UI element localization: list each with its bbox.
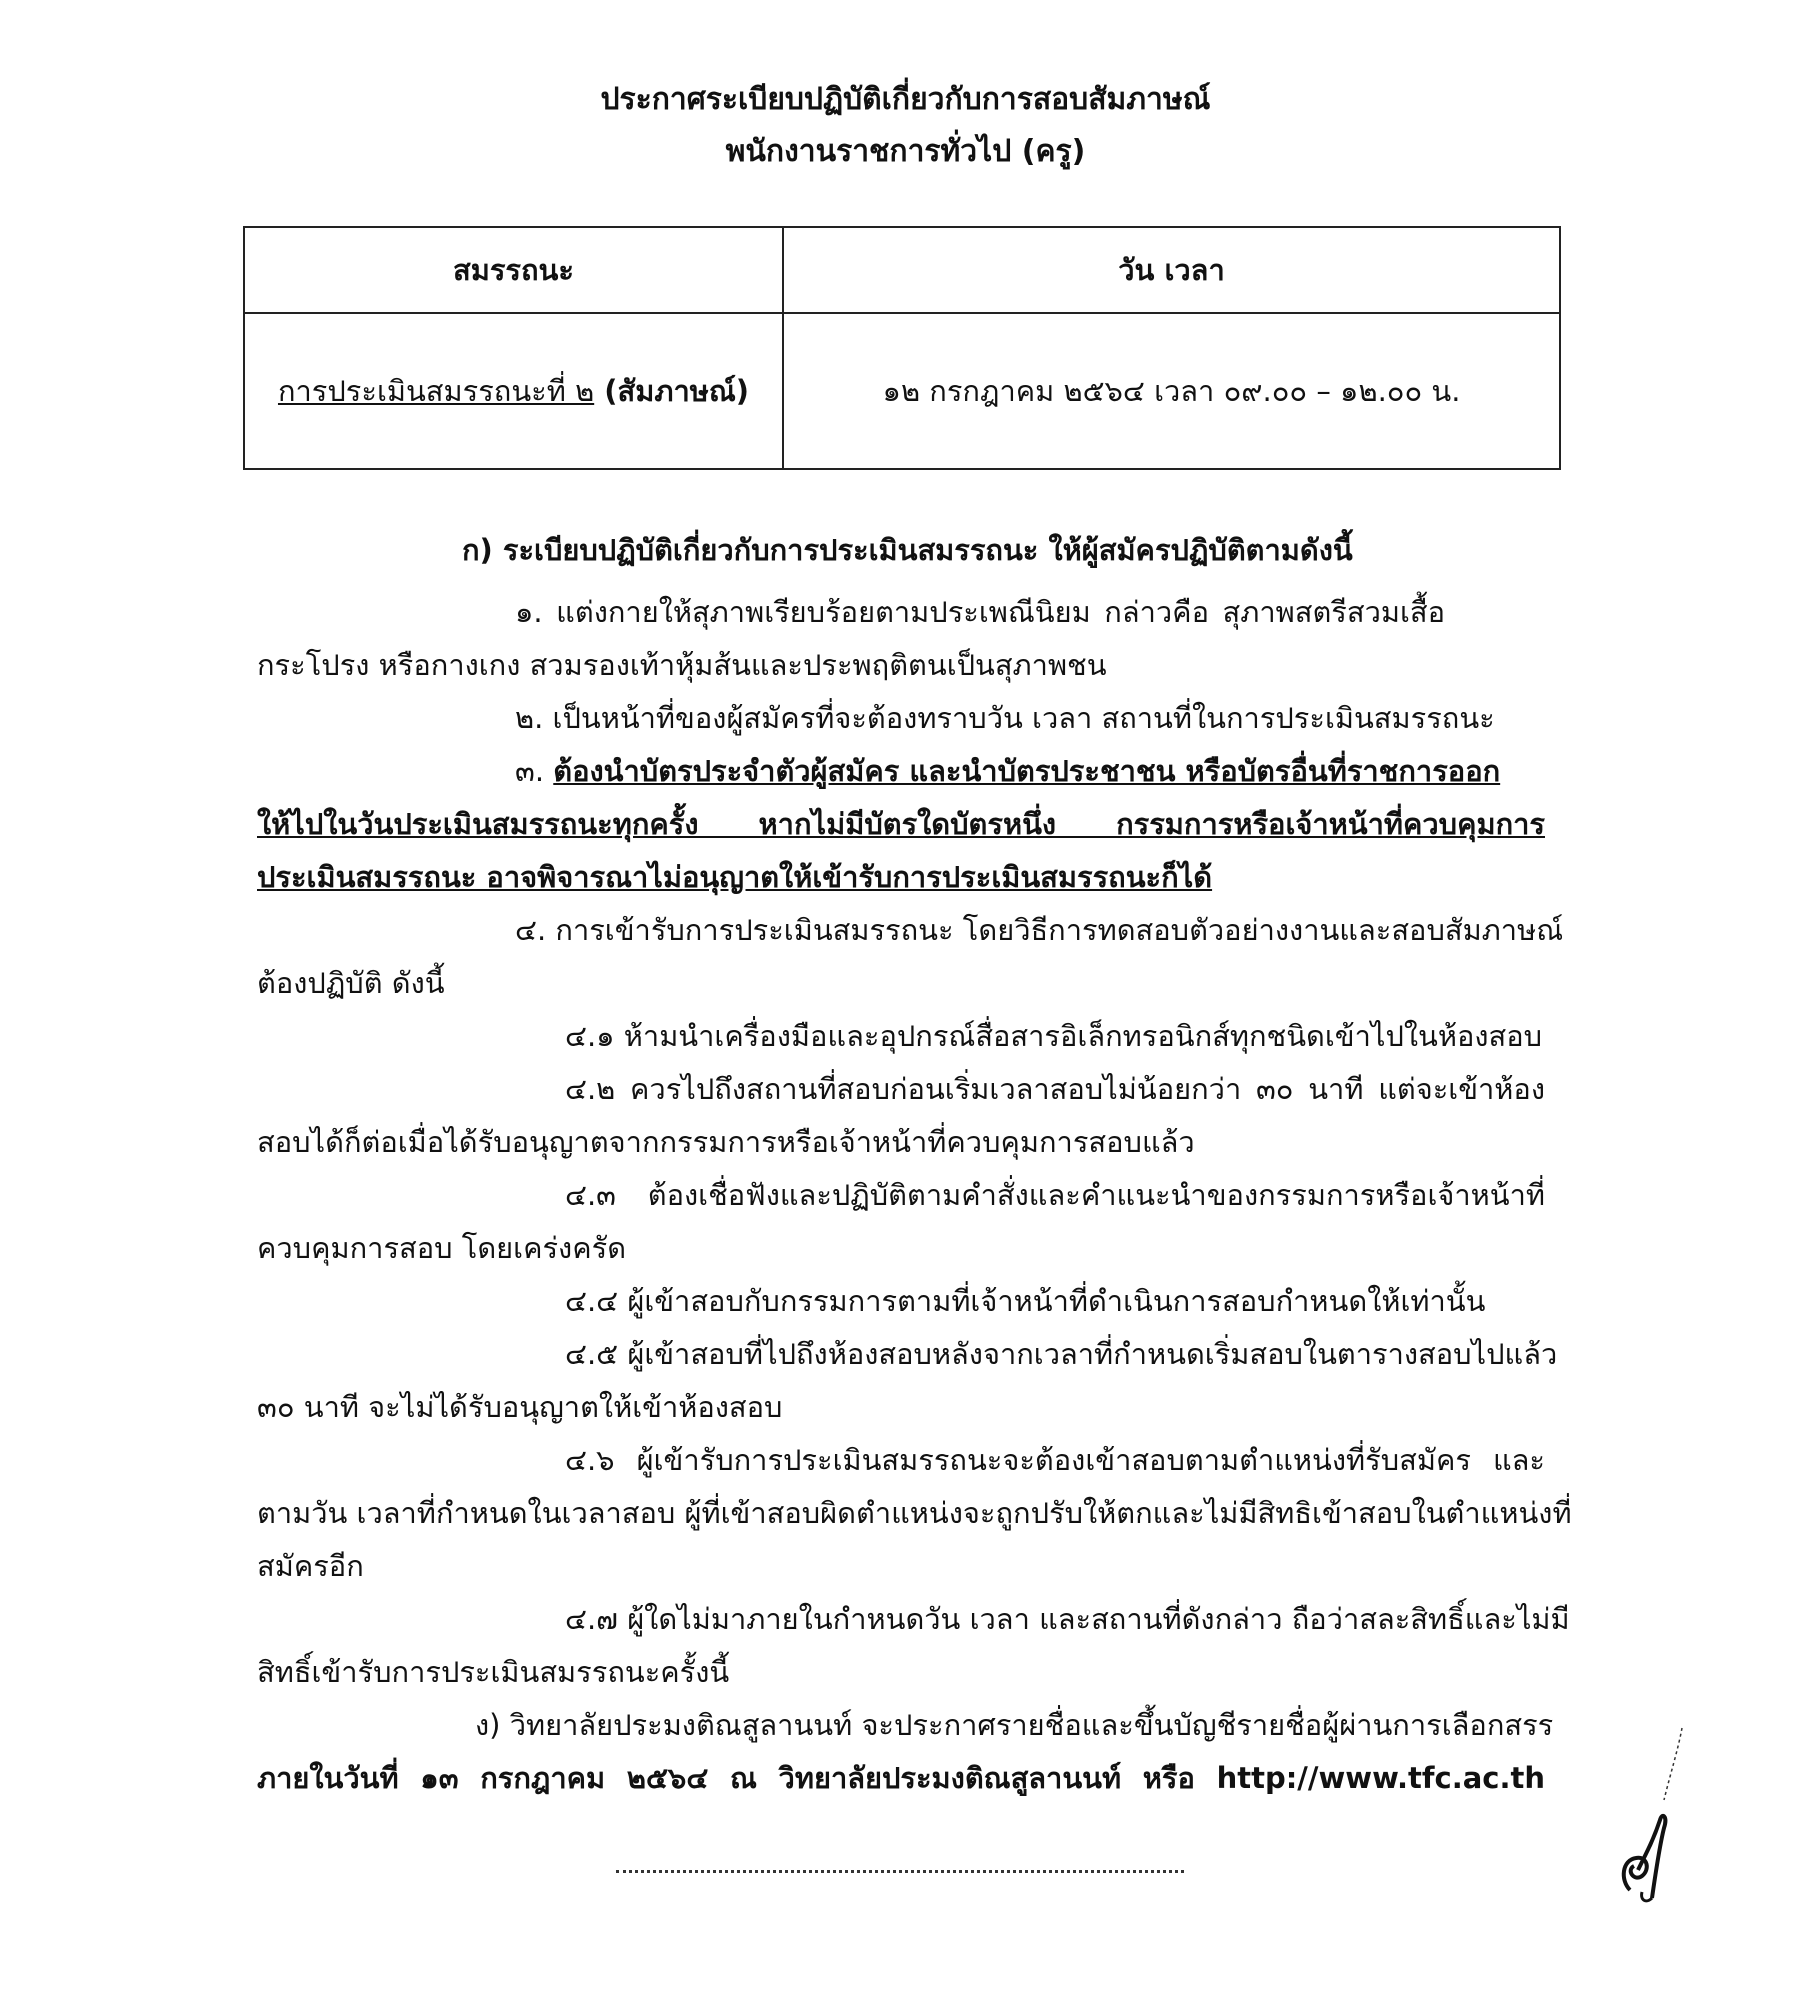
paragraph-line: ๔.๓ ต้องเชื่อฟังและปฏิบัติตามคำสั่งและคำแนะนำของกรรมการหรือเจ้าหน้าที่ — [565, 1178, 1545, 1212]
paragraph-line: ๔.๒ ควรไปถึงสถานที่สอบก่อนเริ่มเวลาสอบไม่น้อยกว่า ๓๐ นาที แต่จะเข้าห้อง — [565, 1072, 1545, 1106]
paragraph-line: ให้ไปในวันประเมินสมรรถนะทุกครั้ง หากไม่มีบัตรใดบัตรหนึ่ง กรรมการหรือเจ้าหน้าที่ควบคุมการ — [257, 807, 1545, 841]
paragraph-line: ๔.๑ ห้ามนำเครื่องมือและอุปกรณ์สื่อสารอิเล็กทรอนิกส์ทุกชนิดเข้าไปในห้องสอบ — [565, 1019, 1543, 1053]
competency-type: (สัมภาษณ์) — [594, 374, 750, 408]
paragraph-line: ประเมินสมรรถนะ อาจพิจารณาไม่อนุญาตให้เข้ารับการประเมินสมรรถนะก็ได้ — [257, 860, 1213, 894]
document-subtitle: พนักงานราชการทั่วไป (ครู) — [725, 134, 1086, 169]
item-number: ๓. — [515, 754, 545, 788]
competency-name: การประเมินสมรรถนะที่ ๒ — [277, 374, 595, 408]
paragraph-line: ต้องปฏิบัติ ดังนี้ — [257, 966, 445, 1000]
paragraph-line: ง) วิทยาลัยประมงติณสูลานนท์ จะประกาศรายชื่อและขึ้นบัญชีรายชื่อผู้ผ่านการเลือกสรร — [475, 1708, 1554, 1742]
paragraph-line: ภายในวันที่ ๑๓ กรกฎาคม ๒๕๖๔ ณ วิทยาลัยประมงติณสูลานนท์ หรือ http://www.tfc.ac.th — [257, 1761, 1545, 1795]
paragraph-line: กระโปรง หรือกางเกง สวมรองเท้าหุ้มส้นและประพฤติตนเป็นสุภาพชน — [257, 648, 1107, 682]
paragraph-line — [515, 751, 1545, 791]
handwritten-initials-signature — [1590, 1720, 1710, 1920]
paragraph-line: สอบได้ก็ต่อเมื่อได้รับอนุญาตจากกรรมการหรือเจ้าหน้าที่ควบคุมการสอบแล้ว — [257, 1125, 1195, 1159]
table-cell-competency — [244, 313, 783, 469]
paragraph-line: ๔. การเข้ารับการประเมินสมรรถนะ โดยวิธีการทดสอบตัวอย่างงานและสอบสัมภาษณ์ — [515, 913, 1564, 947]
schedule-table — [243, 226, 1561, 470]
dotted-separator — [616, 1860, 1184, 1873]
emphasized-text: ต้องนำบัตรประจำตัวผู้สมัคร และนำบัตรประชาชน หรือบัตรอื่นที่ราชการออก — [553, 754, 1501, 788]
document-title: ประกาศระเบียบปฏิบัติเกี่ยวกับการสอบสัมภาษณ์ — [600, 82, 1211, 117]
paragraph-line: ๔.๔ ผู้เข้าสอบกับกรรมการตามที่เจ้าหน้าที่ดำเนินการสอบกำหนดให้เท่านั้น — [565, 1284, 1486, 1318]
paragraph-line: ตามวัน เวลาที่กำหนดในเวลาสอบ ผู้ที่เข้าสอบผิดตำแหน่งจะถูกปรับให้ตกและไม่มีสิทธิเข้าสอบในตำแหน่งที่ — [257, 1496, 1572, 1530]
paragraph-line: ๑. แต่งกายให้สุภาพเรียบร้อยตามประเพณีนิยม กล่าวคือ สุภาพสตรีสวมเสื้อ — [515, 595, 1445, 629]
paragraph-line: สิทธิ์เข้ารับการประเมินสมรรถนะครั้งนี้ — [257, 1655, 730, 1689]
paragraph-line: ๓๐ นาที จะไม่ได้รับอนุญาตให้เข้าห้องสอบ — [257, 1390, 783, 1424]
paragraph-line: ๔.๕ ผู้เข้าสอบที่ไปถึงห้องสอบหลังจากเวลาที่กำหนดเริ่มสอบในตารางสอบไปแล้ว — [565, 1337, 1558, 1371]
table-row — [244, 313, 1560, 469]
paragraph-line: ควบคุมการสอบ โดยเคร่งครัด — [257, 1231, 627, 1265]
section-heading: ก) ระเบียบปฏิบัติเกี่ยวกับการประเมินสมรรถนะ ให้ผู้สมัครปฏิบัติตามดังนี้ — [462, 533, 1353, 567]
table-header-datetime: วัน เวลา — [783, 227, 1560, 313]
paragraph-line: ๒. เป็นหน้าที่ของผู้สมัครที่จะต้องทราบวัน เวลา สถานที่ในการประเมินสมรรถนะ — [515, 701, 1495, 735]
table-header-competency: สมรรถนะ — [244, 227, 783, 313]
table-header-row — [244, 227, 1560, 313]
table-cell-datetime: ๑๒ กรกฎาคม ๒๕๖๔ เวลา ๐๙.๐๐ – ๑๒.๐๐ น. — [783, 313, 1560, 469]
paragraph-line: ๔.๗ ผู้ใดไม่มาภายในกำหนดวัน เวลา และสถานที่ดังกล่าว ถือว่าสละสิทธิ์และไม่มี — [565, 1602, 1570, 1636]
paragraph-line: สมัครอีก — [257, 1549, 364, 1583]
paragraph-line: ๔.๖ ผู้เข้ารับการประเมินสมรรถนะจะต้องเข้าสอบตามตำแหน่งที่รับสมัคร และ — [565, 1443, 1545, 1477]
